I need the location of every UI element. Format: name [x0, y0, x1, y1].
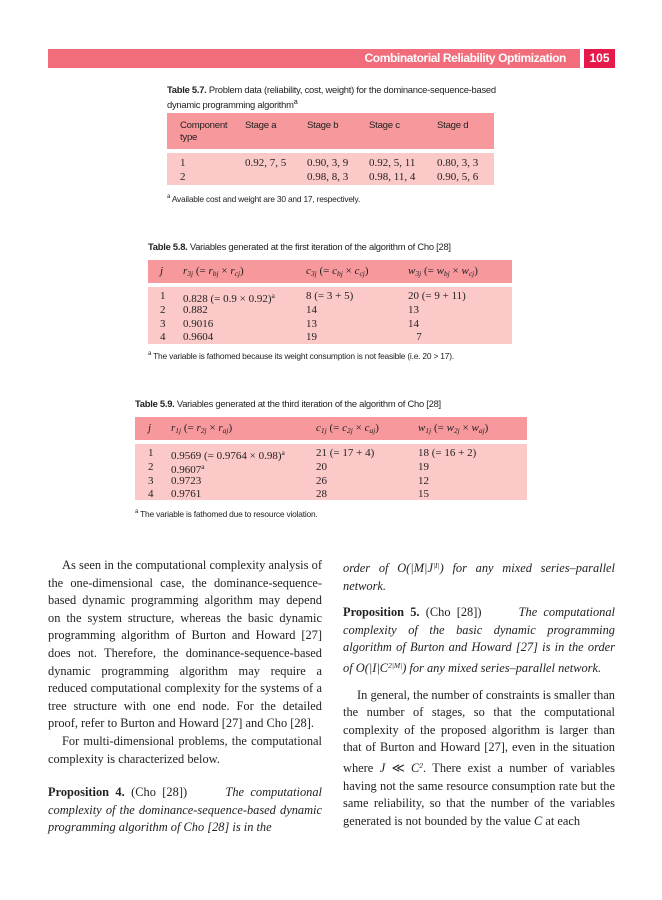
table-cell: 0.98, 8, 3 [307, 170, 349, 183]
table-cell: 12 [418, 474, 429, 487]
math-var: J [427, 561, 433, 575]
math-var: j [160, 265, 164, 277]
table-cell: 4 [160, 331, 166, 344]
caption-text: Variables generated at the first iteration of the algorithm of Cho [28] [189, 241, 451, 252]
proposition-4-continued: order of $O(|M|J^{|I|})$ for any mixed series–parallel network. [343, 561, 615, 593]
table-cell: 0.9723 [171, 474, 202, 487]
table-cell: 7 [408, 331, 422, 344]
table-cell: 28 [316, 488, 327, 501]
table-cell: 2 [160, 303, 166, 316]
math-var: C [410, 760, 420, 775]
paragraph: In general, the number of constraints is smaller than the number of stages, so that the computational complexity of the proposed algorithm is larger than that of Burton and Howard [27], even in the situation where J ≪ $C^2$. There exist a number of variables having not the same resource consumption rate but the same reliability, so that the number of the variables generated is not bounded by the value C at each [343, 687, 615, 828]
math-var: r [208, 265, 213, 277]
caption-text: Problem data (reliability, cost, weight) for the dominance-sequence-based dynamic programming algorithm [167, 84, 496, 110]
math-var: c [316, 422, 321, 434]
table-cell: 0.9569 (= 0.9764 × 0.98)$^a$ [171, 448, 285, 462]
table-cell: 15 [418, 488, 429, 501]
math-var: w [461, 265, 469, 277]
proposition-text: The computational complexity of the basic dynamic programming algorithm of Burton and Howard [27] is in the order of $O(|I|C^{2|M|})$ for any mixed series–parallel network. [343, 605, 615, 675]
math-var: C [379, 660, 389, 675]
table-cell: 18 (= 16 + 2) [418, 447, 477, 459]
table-cell: 0.9604 [183, 331, 214, 344]
proposition-5 [343, 604, 615, 677]
column-header [148, 422, 151, 435]
math-var: w [436, 265, 444, 277]
column-header: $w_{3j}$ (= $w_{bj} \times w_{cj}$) [408, 265, 478, 278]
column-header: $c_{1j}$ (= $c_{2j} \times c_{aj}$) [316, 422, 379, 435]
math-var: c [354, 265, 360, 277]
running-title: Combinatorial Reliability Optimization [364, 51, 566, 65]
math-var: w [446, 422, 454, 434]
math-var: r [196, 422, 201, 434]
table-5-9-footnote [135, 509, 318, 519]
math-var: I [372, 660, 377, 675]
column-header: Component type [180, 120, 228, 143]
math-var: C [533, 813, 543, 828]
page-number: 105 [584, 49, 615, 68]
footnote-mark: a [293, 97, 298, 106]
table-cell: 13 [306, 317, 317, 330]
table-cell: 14 [306, 303, 317, 316]
running-header [48, 49, 580, 68]
column-header: $r_{1j}$ (= $r_{2j} \times r_{aj}$) [171, 422, 233, 435]
proposition-ref: (Cho [28]) [131, 785, 188, 800]
footnote-text: The variable is fathomed because its weight consumption is not feasible (i.e. 20 > 17). [153, 351, 454, 361]
footnote-text: The variable is fathomed due to resource violation. [140, 509, 318, 519]
table-5-7-footnote [167, 194, 360, 204]
column-header: $r_{3j}$ (= $r_{bj} \times r_{cj}$) [183, 265, 244, 278]
math-var: O [397, 561, 407, 575]
math-var: c [364, 422, 370, 434]
column-header: $c_{3j}$ (= $c_{bj} \times c_{cj}$) [306, 265, 369, 278]
table-cell: 14 [408, 317, 419, 330]
table-cell: 0.882 [183, 303, 208, 316]
math-var: O [355, 660, 365, 675]
proposition-label: Proposition 5. [343, 605, 420, 620]
footnote-mark: a [135, 509, 139, 515]
table-cell: 21 (= 17 + 4) [316, 447, 375, 459]
column-header: Stage c [369, 120, 400, 131]
math-var: r [218, 422, 223, 434]
table-cell: 13 [408, 303, 419, 316]
table-cell: 8 (= 3 + 5) [306, 290, 354, 302]
table-cell: 20 (= 9 + 11) [408, 290, 466, 302]
column-header [160, 265, 163, 278]
paragraph: For multi-dimensional problems, the computational complexity is characterized below. [48, 733, 322, 766]
table-5-9-caption [135, 398, 525, 410]
footnote-mark: a [167, 194, 171, 200]
table-label: Table 5.8. [148, 241, 188, 252]
table-cell: 0.80, 3, 3 [437, 157, 479, 169]
table-cell: 2 [180, 170, 186, 183]
proposition-label: Proposition 4. [48, 785, 125, 800]
table-cell: 2 [148, 460, 154, 473]
math-var: r [230, 265, 235, 277]
table-cell: 1 [180, 157, 186, 169]
proposition-4 [48, 784, 322, 837]
proposition-text: The computational complexity of the dominance-sequence-based dynamic programming algorithm of Cho [28] is in the [48, 785, 322, 835]
table-label: Table 5.7. [167, 84, 207, 95]
table-cell: 0.9761 [171, 488, 202, 501]
math-var: c [342, 422, 347, 434]
math-var: M [413, 561, 425, 575]
paragraph: As seen in the computational complexity analysis of the one-dimensional case, the dominance-sequence-based dynamic programming algorithm may depend on the system structure, whereas the basic dynamic programming algorithm of Burton and Howard [27] does not. Therefore, the dominance-sequence-based dynamic programming algorithm may require a reduced computational complexity for the systems of a tree structure with one end node. For the detailed proof, refer to Burton and Howard [27] and Cho [28]. [48, 558, 322, 731]
math-var: c [332, 265, 337, 277]
table-cell: 0.828 (= 0.9 × 0.92)$^a$ [183, 291, 275, 305]
math-var: w [408, 265, 416, 277]
math-var: w [471, 422, 479, 434]
math-var: J [379, 760, 386, 775]
column-header: Stage a [245, 120, 277, 131]
table-cell: 4 [148, 488, 154, 501]
table-cell: 0.90, 5, 6 [437, 170, 479, 183]
table-cell: 0.9607$^a$ [171, 461, 205, 476]
table-cell: 3 [148, 474, 154, 487]
table-cell: 20 [316, 460, 327, 473]
column-header: Stage b [307, 120, 339, 131]
table-5-8-footnote [148, 351, 454, 361]
table-cell: 0.90, 3, 9 [307, 157, 349, 169]
table-cell: 19 [306, 331, 317, 344]
math-var: r [183, 265, 188, 277]
table-5-7-caption [167, 84, 497, 111]
left-column [48, 557, 322, 837]
table-cell: 1 [148, 447, 154, 459]
right-column [343, 557, 615, 830]
table-label: Table 5.9. [135, 398, 175, 409]
math-var: w [418, 422, 426, 434]
table-cell: 0.9016 [183, 317, 214, 330]
footnote-text: Available cost and weight are 30 and 17, respectively. [171, 194, 360, 204]
math-var: c [306, 265, 311, 277]
footnote-mark: a [148, 351, 152, 357]
table-cell: 0.98, 11, 4 [369, 170, 416, 183]
math-var: r [171, 422, 176, 434]
proposition-ref: (Cho [28]) [425, 605, 482, 620]
table-cell: 1 [160, 290, 166, 302]
table-cell: 19 [418, 460, 429, 473]
column-header: $w_{1j}$ (= $w_{2j} \times w_{aj}$) [418, 422, 489, 435]
table-cell: 26 [316, 474, 327, 487]
table-cell: 3 [160, 317, 166, 330]
table-5-8-caption [148, 241, 518, 253]
math-var: j [148, 422, 152, 434]
table-cell: 0.92, 5, 11 [369, 157, 416, 169]
table-cell: 0.92, 7, 5 [245, 157, 287, 169]
caption-text: Variables generated at the third iteration of the algorithm of Cho [28] [176, 398, 441, 409]
column-header: Stage d [437, 120, 469, 131]
